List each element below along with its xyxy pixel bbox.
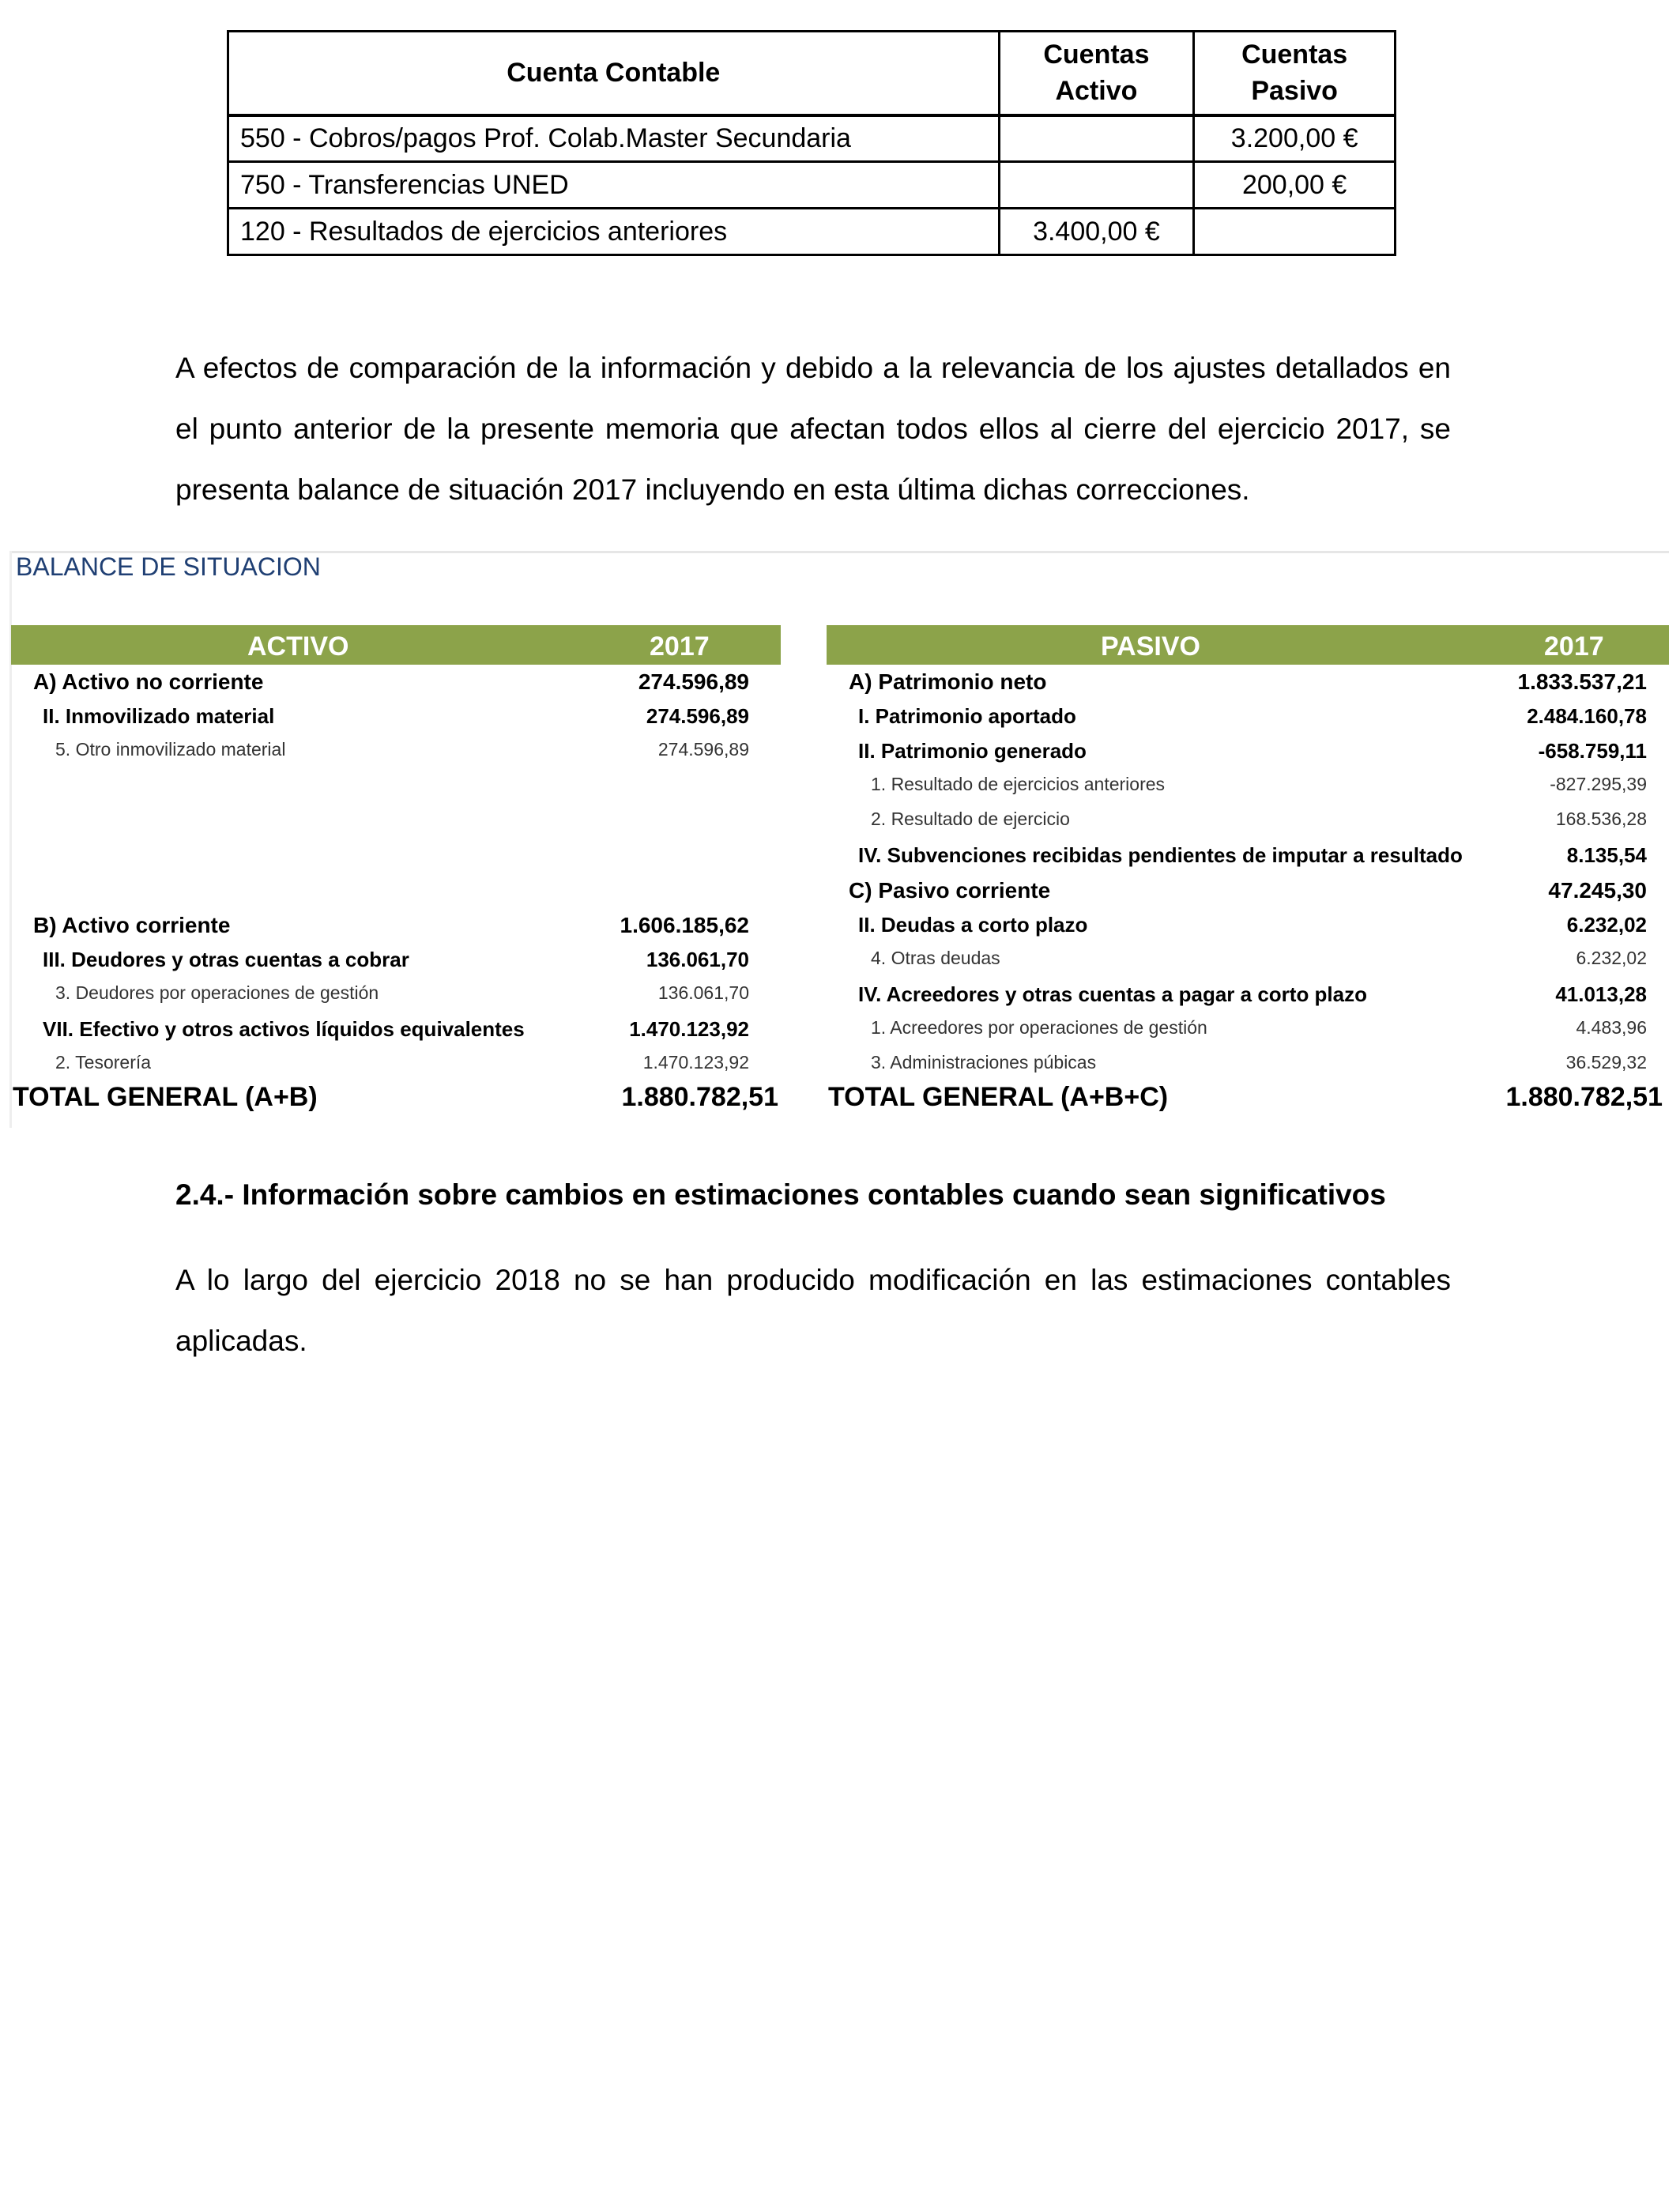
balance-row — [11, 1047, 781, 1082]
header-cuentas-pasivo — [1194, 32, 1396, 115]
table-row — [228, 162, 1396, 209]
activo-year: 2017 — [650, 631, 710, 662]
activo-cell: 3.400,00 € — [999, 209, 1194, 255]
header-line: Activo — [1055, 76, 1138, 107]
balance-row-label: IV. Subvenciones recibidas pendientes de imputar a resultado — [858, 843, 1463, 867]
balance-row — [827, 699, 1678, 734]
balance-row-value: 36.529,32 — [1565, 1052, 1647, 1072]
balance-row — [11, 665, 781, 699]
activo-total-value: 1.880.782,51 — [621, 1082, 778, 1112]
balance-row — [11, 769, 781, 804]
balance-row-value: 274.596,89 — [638, 669, 749, 694]
balance-row-value: 6.232,02 — [1576, 948, 1647, 968]
balance-row-value: 1.470.123,92 — [629, 1017, 749, 1041]
pasivo-rows — [827, 665, 1678, 1082]
balance-row-value: 4.483,96 — [1576, 1017, 1647, 1038]
balance-row — [827, 665, 1678, 699]
account-cell: 750 - Transferencias UNED — [228, 162, 1000, 209]
balance-row-value: 1.606.185,62 — [620, 913, 749, 937]
balance-row-label: 4. Otras deudas — [871, 948, 1000, 968]
balance-row-value: 2.484.160,78 — [1527, 704, 1647, 728]
balance-row-value: 47.245,30 — [1548, 878, 1647, 903]
accounts-table-header-row — [228, 32, 1396, 115]
balance-row-value: 168.536,28 — [1555, 809, 1647, 829]
balance-row-label: II. Deudas a corto plazo — [858, 913, 1088, 937]
activo-total-label: TOTAL GENERAL (A+B) — [13, 1082, 318, 1112]
balance-row — [11, 908, 781, 943]
pasivo-header: PASIVO — [1101, 631, 1200, 662]
header-line: Cuentas — [1043, 40, 1150, 70]
table-row — [228, 209, 1396, 255]
balance-row — [827, 873, 1678, 908]
balance-row-value: 1.833.537,21 — [1517, 669, 1647, 694]
pasivo-total-value: 1.880.782,51 — [1505, 1082, 1663, 1112]
balance-row-value: 6.232,02 — [1566, 913, 1647, 937]
pasivo-header-band — [827, 625, 1669, 665]
header-line: Cuenta Contable — [507, 58, 721, 89]
balance-row — [827, 943, 1678, 978]
pasivo-cell: 200,00 € — [1194, 162, 1396, 209]
activo-section — [11, 625, 781, 1118]
header-cuentas-activo — [999, 32, 1194, 115]
pasivo-cell: 3.200,00 € — [1194, 115, 1396, 162]
balance-row-value: 274.596,89 — [646, 704, 749, 728]
header-line: Pasivo — [1251, 76, 1338, 107]
balance-row — [827, 734, 1678, 769]
balance-row — [827, 804, 1678, 839]
balance-row — [827, 1047, 1678, 1082]
balance-row-value: -827.295,39 — [1550, 774, 1647, 794]
balance-row-label: 3. Deudores por operaciones de gestión — [55, 982, 379, 1003]
header-cuenta-contable — [228, 32, 1000, 115]
balance-title: BALANCE DE SITUACION — [16, 552, 321, 581]
balance-row-label: 1. Acreedores por operaciones de gestión — [871, 1017, 1207, 1038]
balance-row-value: 1.470.123,92 — [642, 1052, 749, 1072]
balance-row-label: 3. Administraciones púbicas — [871, 1052, 1097, 1072]
balance-sheet — [9, 551, 1669, 1128]
balance-row-value: 274.596,89 — [657, 739, 749, 760]
pasivo-total-label: TOTAL GENERAL (A+B+C) — [828, 1082, 1169, 1112]
pasivo-section — [827, 625, 1678, 1118]
intro-paragraph: A efectos de comparación de la información y debido a la relevancia de los ajustes detallados en el punto anterior de la presente memoria que afectan todos ellos al cierre del ejercicio 2017, se presenta balance de situación 2017 incluyendo en esta última dichas correcciones. — [175, 352, 1451, 506]
activo-header: ACTIVO — [247, 631, 349, 662]
account-cell: 550 - Cobros/pagos Prof. Colab.Master Secundaria — [228, 115, 1000, 162]
balance-row — [11, 873, 781, 908]
balance-row-label: 5. Otro inmovilizado material — [55, 739, 286, 760]
balance-row-value: 41.013,28 — [1555, 982, 1647, 1006]
pasivo-cell — [1194, 209, 1396, 255]
balance-row — [827, 978, 1678, 1012]
balance-row — [11, 943, 781, 978]
balance-row-value: 136.061,70 — [657, 982, 749, 1003]
balance-row-label: C) Pasivo corriente — [849, 878, 1051, 903]
table-row — [228, 115, 1396, 162]
balance-row-label: IV. Acreedores y otras cuentas a pagar a corto plazo — [858, 982, 1367, 1006]
balance-row-label: A) Patrimonio neto — [849, 669, 1047, 694]
activo-cell — [999, 115, 1194, 162]
activo-header-band — [11, 625, 781, 665]
accounts-table — [227, 30, 1396, 256]
balance-row — [11, 804, 781, 839]
balance-row — [11, 699, 781, 734]
activo-cell — [999, 162, 1194, 209]
section-heading: 2.4.- Información sobre cambios en estimaciones contables cuando sean significativos — [175, 1178, 1386, 1211]
pasivo-total-row — [827, 1082, 1678, 1118]
balance-row — [11, 1012, 781, 1047]
balance-row — [827, 769, 1678, 804]
balance-row-label: VII. Efectivo y otros activos líquidos equivalentes — [43, 1017, 525, 1041]
balance-row-value: -658.759,11 — [1538, 739, 1647, 763]
activo-rows — [11, 665, 781, 1082]
balance-row-label: II. Inmovilizado material — [43, 704, 275, 728]
header-line: Cuentas — [1241, 40, 1348, 70]
balance-row — [827, 1012, 1678, 1047]
balance-row — [11, 734, 781, 769]
pasivo-year: 2017 — [1544, 631, 1604, 662]
balance-row-label: II. Patrimonio generado — [858, 739, 1087, 763]
activo-total-row — [11, 1082, 781, 1118]
balance-row — [827, 908, 1678, 943]
balance-row-label: B) Activo corriente — [33, 913, 231, 937]
balance-row-label: 1. Resultado de ejercicios anteriores — [871, 774, 1166, 794]
balance-row-label: III. Deudores y otras cuentas a cobrar — [43, 948, 409, 971]
balance-row-label: 2. Resultado de ejercicio — [871, 809, 1070, 829]
balance-row — [11, 839, 781, 873]
estimates-paragraph: A lo largo del ejercicio 2018 no se han producido modificación en las estimaciones contables aplicadas. — [175, 1264, 1451, 1357]
balance-row-label: A) Activo no corriente — [33, 669, 264, 694]
balance-row-value: 8.135,54 — [1566, 843, 1647, 867]
balance-row — [11, 978, 781, 1012]
balance-row — [827, 839, 1678, 873]
balance-row-value: 136.061,70 — [646, 948, 749, 971]
account-cell: 120 - Resultados de ejercicios anteriores — [228, 209, 1000, 255]
balance-row-label: 2. Tesorería — [55, 1052, 152, 1072]
balance-row-label: I. Patrimonio aportado — [858, 704, 1076, 728]
